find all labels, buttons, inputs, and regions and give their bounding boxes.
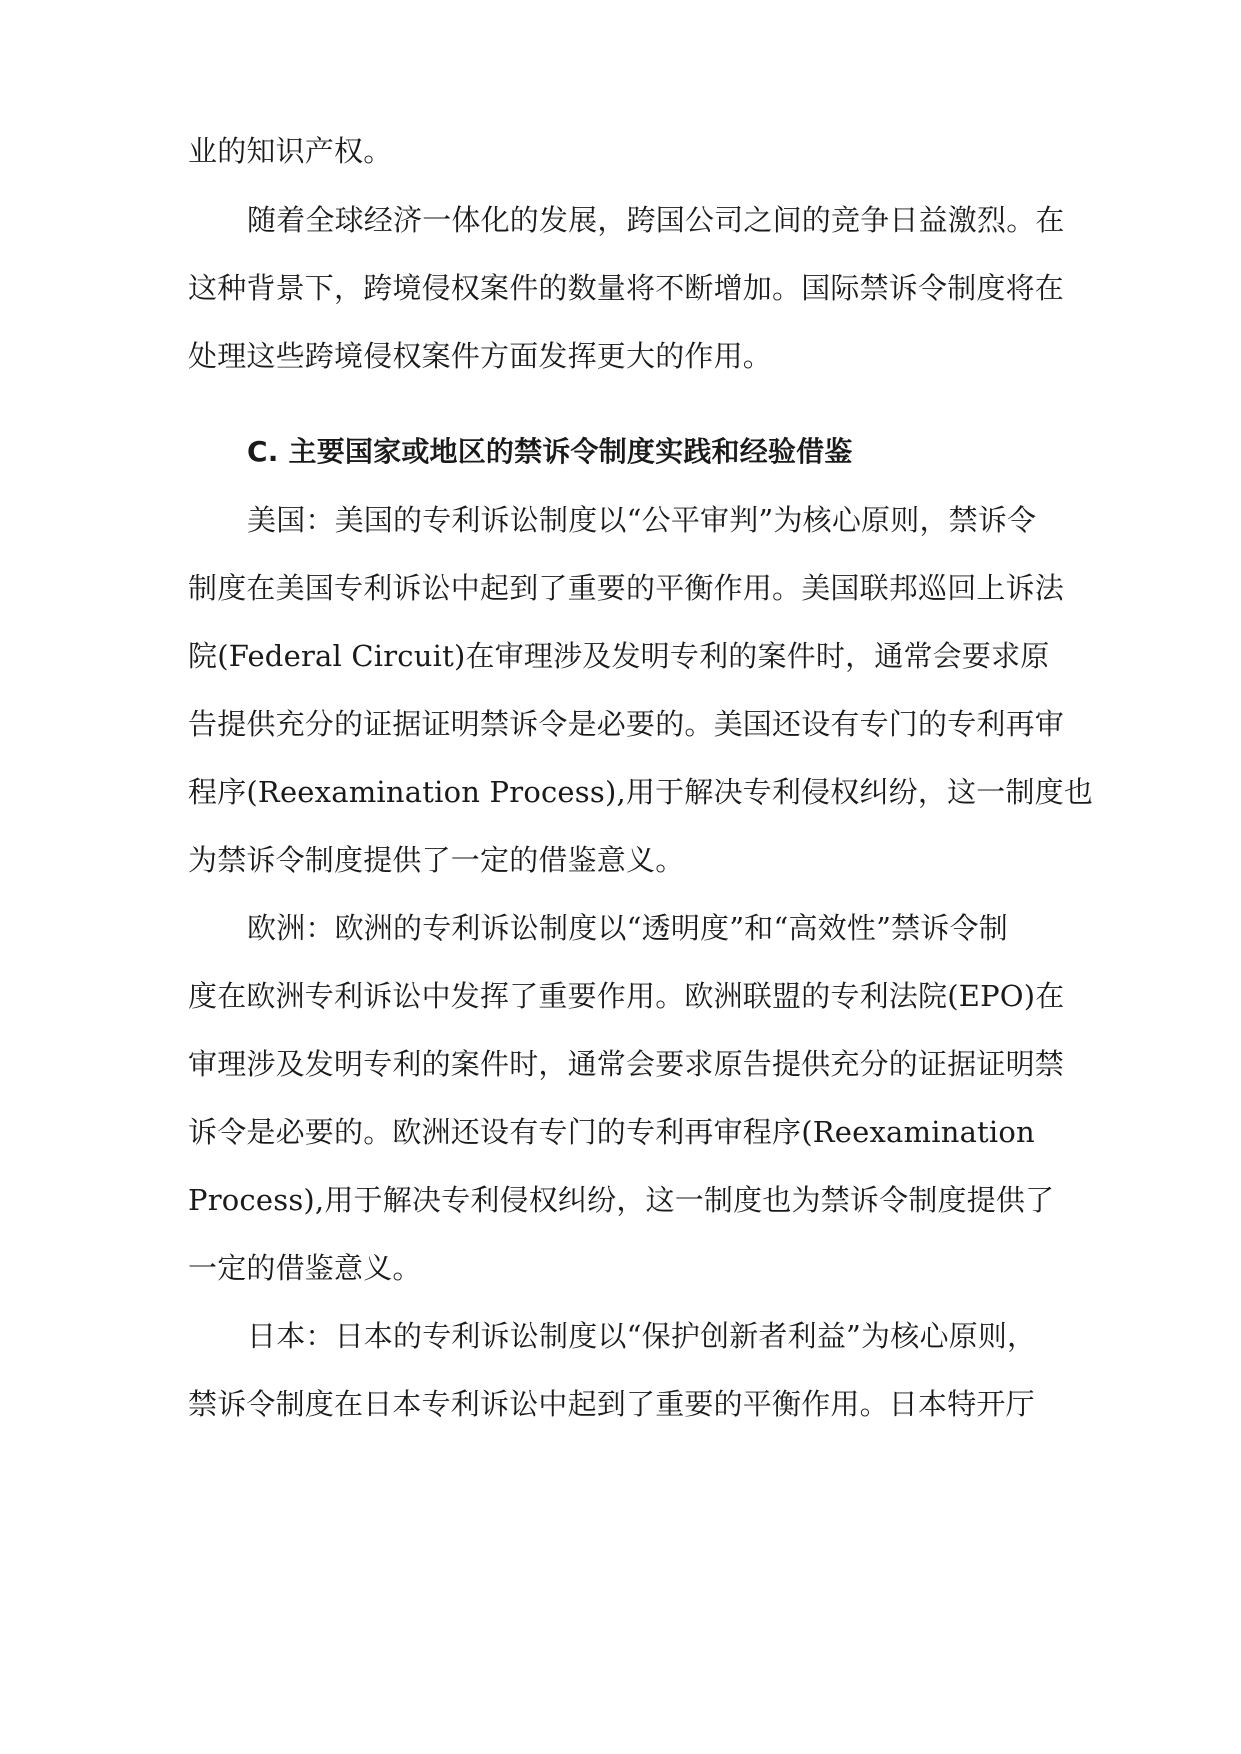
paragraph-line: 美国：美国的专利诉讼制度以“公平审判”为核心原则，禁诉令 <box>247 503 1037 537</box>
paragraph-line: 日本：日本的专利诉讼制度以“保护创新者利益”为核心原则， <box>247 1319 1037 1353</box>
paragraph-line: 程序(Reexamination Process),用于解决专利侵权纠纷，这一制度也 <box>188 775 1094 809</box>
paragraph-line: 这种背景下，跨境侵权案件的数量将不断增加。国际禁诉令制度将在 <box>188 271 1065 305</box>
paragraph-line: 审理涉及发明专利的案件时，通常会要求原告提供充分的证据证明禁 <box>188 1047 1065 1081</box>
section-heading: C. 主要国家或地区的禁诉令制度实践和经验借鉴 <box>247 435 853 468</box>
paragraph-line: 告提供充分的证据证明禁诉令是必要的。美国还设有专门的专利再审 <box>188 707 1065 741</box>
paragraph-line: Process),用于解决专利侵权纠纷，这一制度也为禁诉令制度提供了 <box>188 1183 1055 1217</box>
paragraph-line: 诉令是必要的。欧洲还设有专门的专利再审程序(Reexamination <box>188 1115 1035 1149</box>
paragraph-line: 业的知识产权。 <box>188 134 393 168</box>
paragraph-line: 院(Federal Circuit)在审理涉及发明专利的案件时，通常会要求原 <box>188 639 1050 673</box>
paragraph-line: 随着全球经济一体化的发展，跨国公司之间的竞争日益激烈。在 <box>247 203 1065 237</box>
paragraph-line: 禁诉令制度在日本专利诉讼中起到了重要的平衡作用。日本特开厅 <box>188 1387 1035 1421</box>
paragraph-line: 为禁诉令制度提供了一定的借鉴意义。 <box>188 843 685 877</box>
paragraph-line: 一定的借鉴意义。 <box>188 1251 422 1285</box>
paragraph-line: 处理这些跨境侵权案件方面发挥更大的作用。 <box>188 339 773 373</box>
paragraph-line: 欧洲：欧洲的专利诉讼制度以“透明度”和“高效性”禁诉令制 <box>247 911 1008 945</box>
paragraph-line: 度在欧洲专利诉讼中发挥了重要作用。欧洲联盟的专利法院(EPO)在 <box>188 979 1065 1013</box>
paragraph-line: 制度在美国专利诉讼中起到了重要的平衡作用。美国联邦巡回上诉法 <box>188 571 1065 605</box>
